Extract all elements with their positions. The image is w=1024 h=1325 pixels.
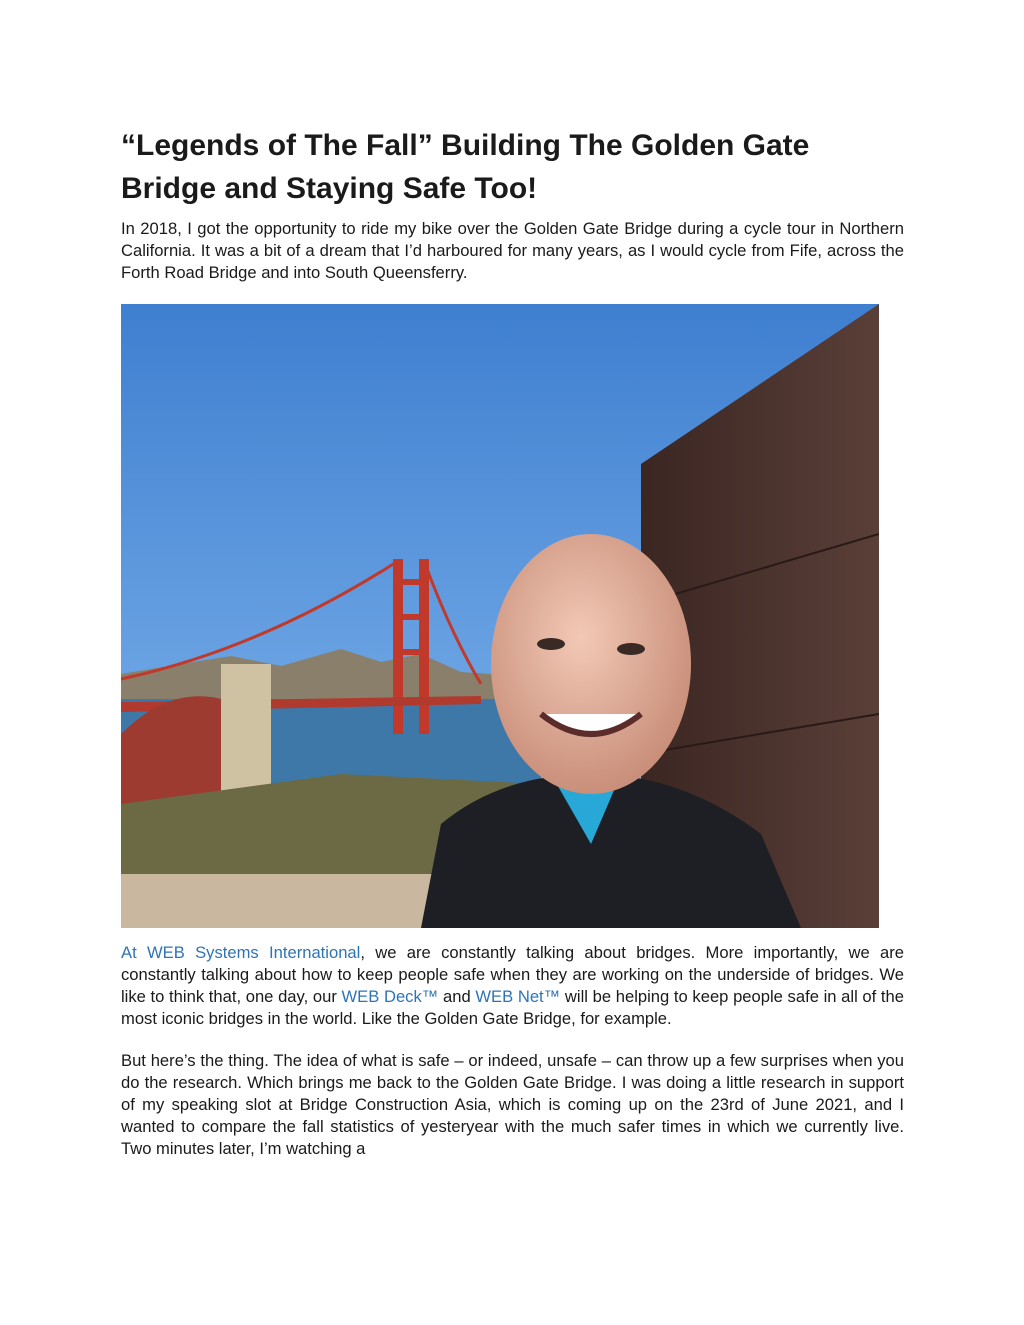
- web-systems-paragraph: [121, 942, 904, 1030]
- article: [121, 124, 904, 1160]
- p2-text-3: will be helping to keep people safe in all of the most iconic bridges in the world. Like the Golden Gate Bridge, for example.: [121, 987, 904, 1028]
- web-systems-link[interactable]: At WEB Systems International: [121, 943, 361, 962]
- p2-text-1: , we are constantly talking about bridges. More importantly, we are constantly talking about how to keep people safe when they are working on the underside of bridges. We like to think that, one day, our: [121, 943, 904, 1006]
- web-net-link[interactable]: WEB Net™: [475, 987, 561, 1006]
- article-title: “Legends of The Fall” Building The Golden Gate Bridge and Staying Safe Too!: [121, 129, 810, 205]
- research-paragraph: But here’s the thing. The idea of what is safe – or indeed, unsafe – can throw up a few surprises when you do the research. Which brings me back to the Golden Gate Bridge. I was doing a little research in support of my speaking slot at Bridge Construction Asia, which is coming up on the 23rd of June 2021, and I wanted to compare the fall statistics of yesteryear with the much safer times in which we currently live. Two minutes later, I’m watching a: [121, 1051, 904, 1158]
- intro-paragraph: In 2018, I got the opportunity to ride my bike over the Golden Gate Bridge during a cycle tour in Northern California. It was a bit of a dream that I’d harboured for many years, as I would cycle from Fife, across the Forth Road Bridge and into South Queensferry.: [121, 219, 904, 282]
- golden-gate-selfie-photo: [121, 304, 879, 928]
- web-deck-link[interactable]: WEB Deck™: [341, 987, 439, 1006]
- p2-text-2: and: [438, 987, 476, 1006]
